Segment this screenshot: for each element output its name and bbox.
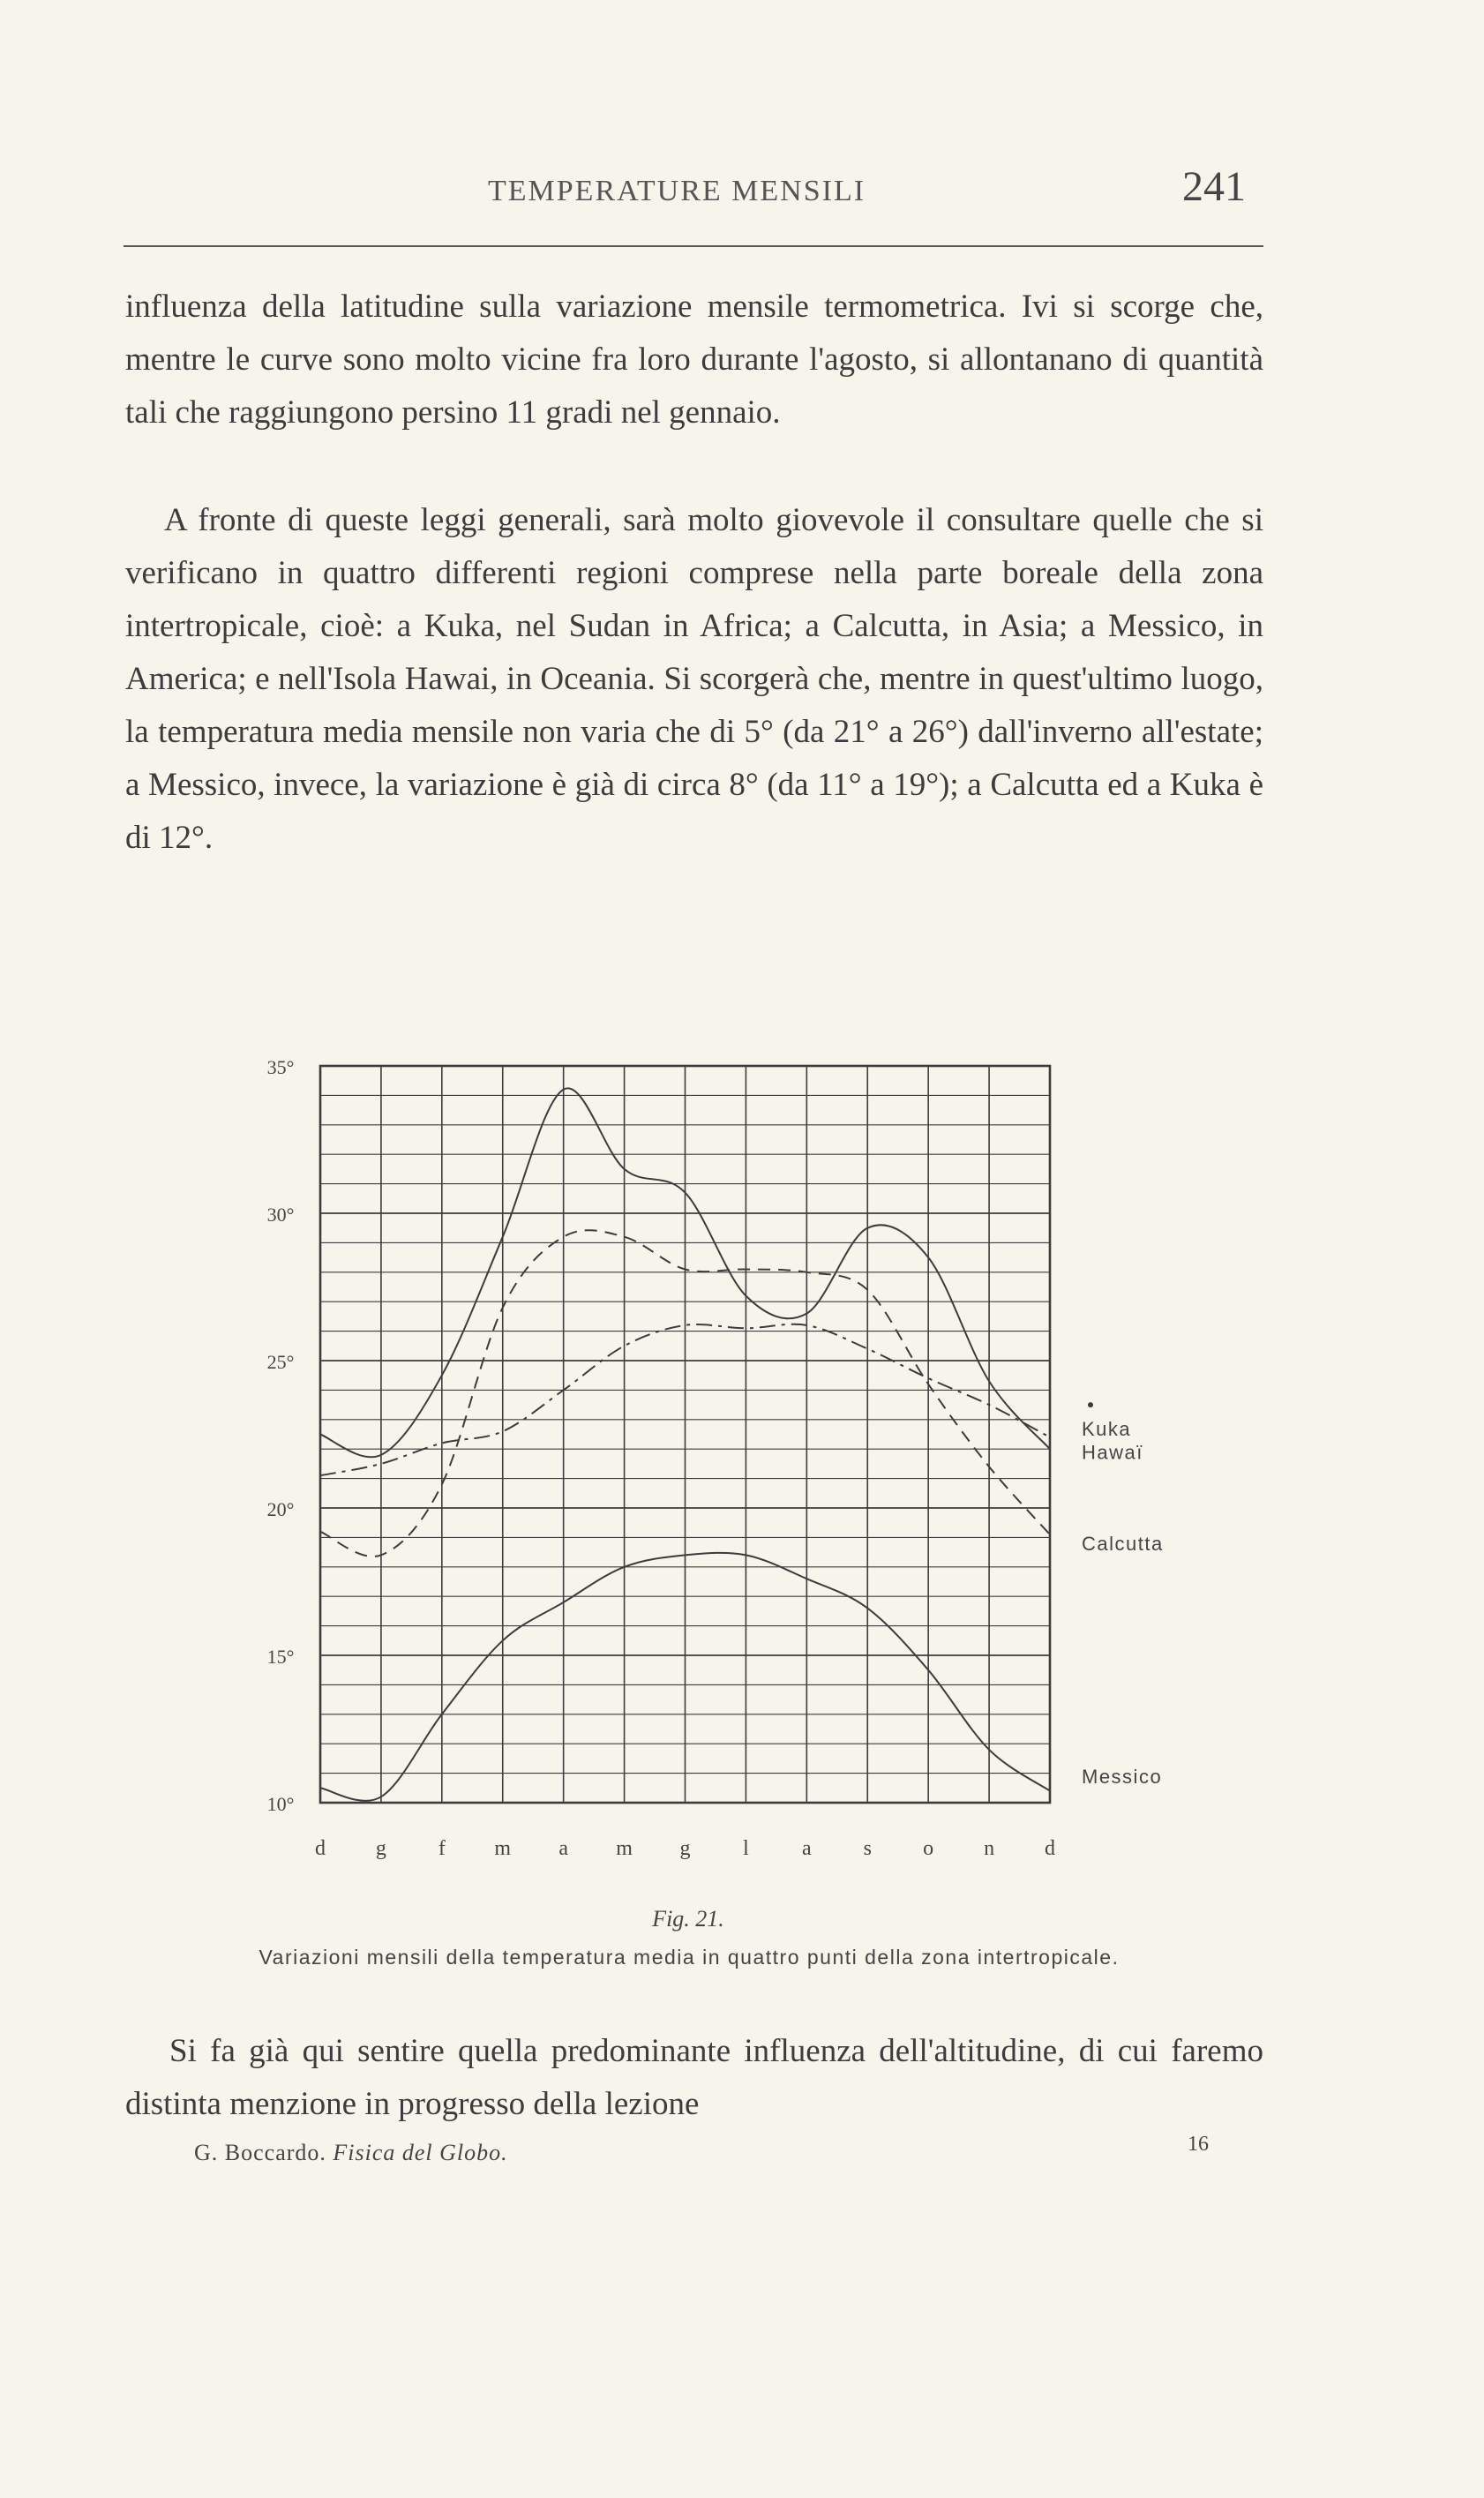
x-tick-label: n (984, 1837, 995, 1860)
x-tick-label: g (679, 1837, 691, 1860)
figure-number: Fig. 21. (652, 1906, 724, 1932)
footer-book-title: Fisica del Globo. (333, 2140, 508, 2165)
y-tick-label: 30° (266, 1204, 295, 1226)
paragraph-3-text: Si fa già qui sentire quella predominante influenza dell'altitudine, di cui faremo distinta menzione in progresso della lezione (125, 2033, 1263, 2122)
x-tick-label: a (558, 1837, 568, 1860)
x-tick-label: g (375, 1837, 386, 1860)
legend-label-calcutta: Calcutta (1082, 1533, 1164, 1556)
x-tick-label: a (802, 1837, 812, 1860)
y-tick-label: 20° (266, 1498, 295, 1520)
legend-label-kuka: Kuka (1082, 1417, 1132, 1440)
x-tick-label: l (743, 1837, 749, 1860)
figure-caption: Variazioni mensili della temperatura media in quattro punti della zona intertropicale. (259, 1946, 1120, 1969)
legend-label-hawa: Hawaï (1082, 1441, 1143, 1464)
y-tick-label: 25° (266, 1351, 295, 1373)
y-tick-label: 35° (266, 1056, 295, 1078)
x-tick-label: m (616, 1837, 633, 1860)
legend-dot (1088, 1402, 1093, 1407)
legend-label-messico: Messico (1082, 1765, 1163, 1788)
x-tick-label: m (494, 1837, 512, 1860)
paragraph-2-text: A fronte di queste leggi generali, sarà molto giovevole il consultare quelle che si verificano in quattro differenti regioni comprese nella parte boreale della zona intertropicale, cioè: a Kuka, nel Sudan in Africa; a Calcutta, in Asia; a Messico, in America; e nell'Isola Hawai, in Oceania. Si scorgerà che, mentre in quest'ultimo luogo, la temperatura media mensile non varia che di 5° (da 21° a 26°) dall'inverno all'estate; a Messico, invece, la variazione è già di circa 8° (da 11° a 19°); a Calcutta ed a Kuka è di 12°. (125, 502, 1263, 856)
page-number: 241 (1182, 163, 1246, 210)
y-tick-label: 15° (266, 1646, 295, 1668)
page-footer (194, 2133, 1262, 2184)
footer-author: G. Boccardo. (194, 2140, 326, 2165)
paragraph-3 (125, 2025, 1263, 2131)
running-title: TEMPERATURE MENSILI (488, 175, 866, 207)
footer-citation (194, 2140, 508, 2166)
signature-mark: 16 (1188, 2133, 1209, 2156)
x-tick-label: s (863, 1837, 872, 1860)
x-tick-label: d (315, 1837, 326, 1860)
x-tick-label: o (923, 1837, 934, 1860)
y-tick-label: 10° (266, 1793, 295, 1815)
x-tick-label: f (438, 1837, 446, 1860)
x-tick-label: d (1045, 1837, 1055, 1860)
paragraph-1-text: influenza della latitudine sulla variazione mensile termometrica. Ivi si scorge che, mentre le curve sono molto vicine fra loro durante l'agosto, si allontanano di quantità tali che raggiungono persino 11 gradi nel gennaio. (125, 289, 1263, 431)
